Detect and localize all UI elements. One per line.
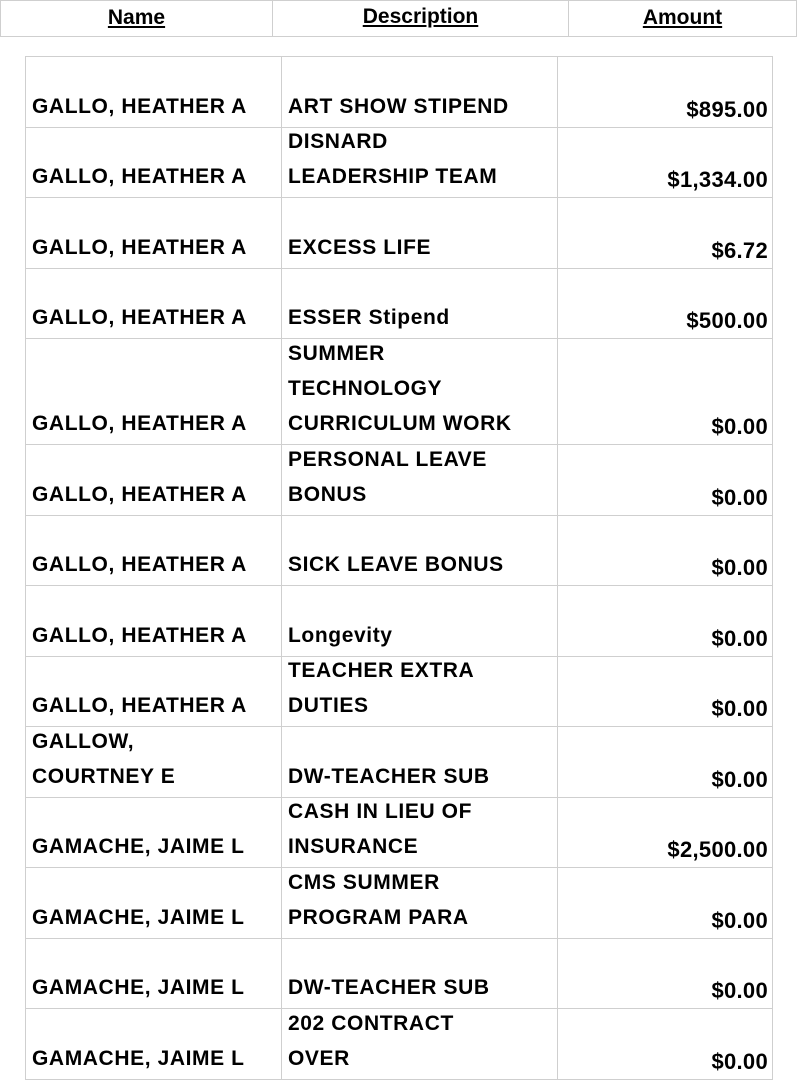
description-cell-line: DUTIES [288,694,369,717]
table-row [25,516,773,587]
description-cell-line: TECHNOLOGY [288,377,443,400]
name-cell [25,339,281,444]
description-cell-line: TEACHER EXTRA [288,659,475,682]
name-cell-line: GALLO, HEATHER A [32,165,247,188]
name-cell-line: GALLO, HEATHER A [32,694,247,717]
name-cell-line: GALLO, HEATHER A [32,623,247,647]
table-row [25,798,773,869]
description-cell-line: CASH IN LIEU OF [288,800,473,823]
table-row [25,868,773,939]
amount-cell [557,868,773,938]
description-cell-line: DISNARD [288,130,388,153]
amount-cell [557,586,773,656]
name-cell-line: GALLO, HEATHER A [32,412,247,435]
description-cell [281,269,557,339]
description-cell-line: SICK LEAVE BONUS [288,553,504,576]
description-cell [281,198,557,268]
name-cell-line: GALLO, HEATHER A [32,94,247,118]
description-cell [281,868,557,938]
name-cell-line: GALLO, HEATHER A [32,235,247,259]
amount-cell [557,1009,773,1079]
description-cell-line: ART SHOW STIPEND [288,94,509,118]
name-cell [25,198,281,268]
name-cell-line: GAMACHE, JAIME L [32,835,245,858]
name-cell [25,657,281,727]
name-cell-line: GAMACHE, JAIME L [32,1046,245,1070]
name-cell [25,868,281,938]
amount-value: $2,500.00 [667,837,768,862]
description-cell-line: SUMMER [288,342,385,365]
amount-value: $0.00 [711,555,768,580]
description-cell [281,586,557,656]
amount-value: $500.00 [686,308,768,333]
description-cell [281,445,557,515]
name-cell-line: GAMACHE, JAIME L [32,976,245,999]
amount-cell [557,798,773,868]
name-cell-line: COURTNEY E [32,764,176,788]
amount-value: $0.00 [711,978,768,1003]
description-cell [281,657,557,727]
name-cell [25,516,281,586]
description-cell-line: CMS SUMMER [288,870,440,894]
description-cell-line: LEADERSHIP TEAM [288,165,498,188]
amount-cell [557,128,773,198]
name-cell-line: GAMACHE, JAIME L [32,905,245,929]
name-cell [25,727,281,797]
name-cell-line: GALLO, HEATHER A [32,482,247,506]
name-cell-line: GALLOW, [32,729,135,753]
description-cell-line: 202 CONTRACT [288,1011,454,1035]
name-cell-line: GALLO, HEATHER A [32,553,247,576]
amount-cell [557,57,773,127]
description-cell [281,1009,557,1079]
description-cell-line: Longevity [288,623,393,647]
amount-cell [557,727,773,797]
table-row [25,657,773,728]
description-cell [281,516,557,586]
amount-value: $0.00 [711,696,768,721]
description-column-header: Description [272,0,569,37]
table-row [25,269,773,340]
table-row [25,57,773,128]
description-cell-line: OVER [288,1046,350,1070]
description-cell-line: PROGRAM PARA [288,905,469,929]
amount-cell [557,198,773,268]
amount-value: $0.00 [711,907,768,933]
name-cell [25,798,281,868]
amount-value: $895.00 [686,96,768,122]
table-header [0,0,797,37]
amount-cell [557,939,773,1009]
payments-table [25,56,773,1080]
name-cell [25,269,281,339]
description-cell-line: EXCESS LIFE [288,235,432,259]
description-cell-line: DW-TEACHER SUB [288,976,490,999]
name-cell [25,939,281,1009]
amount-cell [557,339,773,444]
table-row [25,128,773,199]
name-column-header: Name [0,0,273,37]
description-cell-line: DW-TEACHER SUB [288,764,490,788]
amount-value: $0.00 [711,414,768,439]
amount-cell [557,445,773,515]
table-row [25,198,773,269]
name-cell [25,586,281,656]
table-row [25,939,773,1010]
amount-value: $0.00 [711,625,768,651]
description-cell [281,939,557,1009]
amount-value: $0.00 [711,484,768,510]
amount-cell [557,657,773,727]
description-cell [281,128,557,198]
name-cell [25,1009,281,1079]
amount-value: $0.00 [711,1048,768,1074]
description-cell [281,727,557,797]
amount-value: $1,334.00 [667,167,768,192]
table-row [25,727,773,798]
name-cell-line: GALLO, HEATHER A [32,306,247,329]
name-cell [25,445,281,515]
amount-value: $6.72 [711,237,768,263]
table-row [25,339,773,445]
description-cell [281,57,557,127]
description-cell [281,339,557,444]
description-cell-line: PERSONAL LEAVE [288,447,487,471]
table-row [25,445,773,516]
amount-cell [557,516,773,586]
table-row [25,1009,773,1080]
description-cell-line: CURRICULUM WORK [288,412,512,435]
name-cell [25,128,281,198]
amount-value: $0.00 [711,766,768,792]
amount-column-header: Amount [568,0,797,37]
amount-cell [557,269,773,339]
description-cell [281,798,557,868]
description-cell-line: BONUS [288,482,367,506]
description-cell-line: ESSER Stipend [288,306,450,329]
table-row [25,586,773,657]
description-cell-line: INSURANCE [288,835,419,858]
name-cell [25,57,281,127]
